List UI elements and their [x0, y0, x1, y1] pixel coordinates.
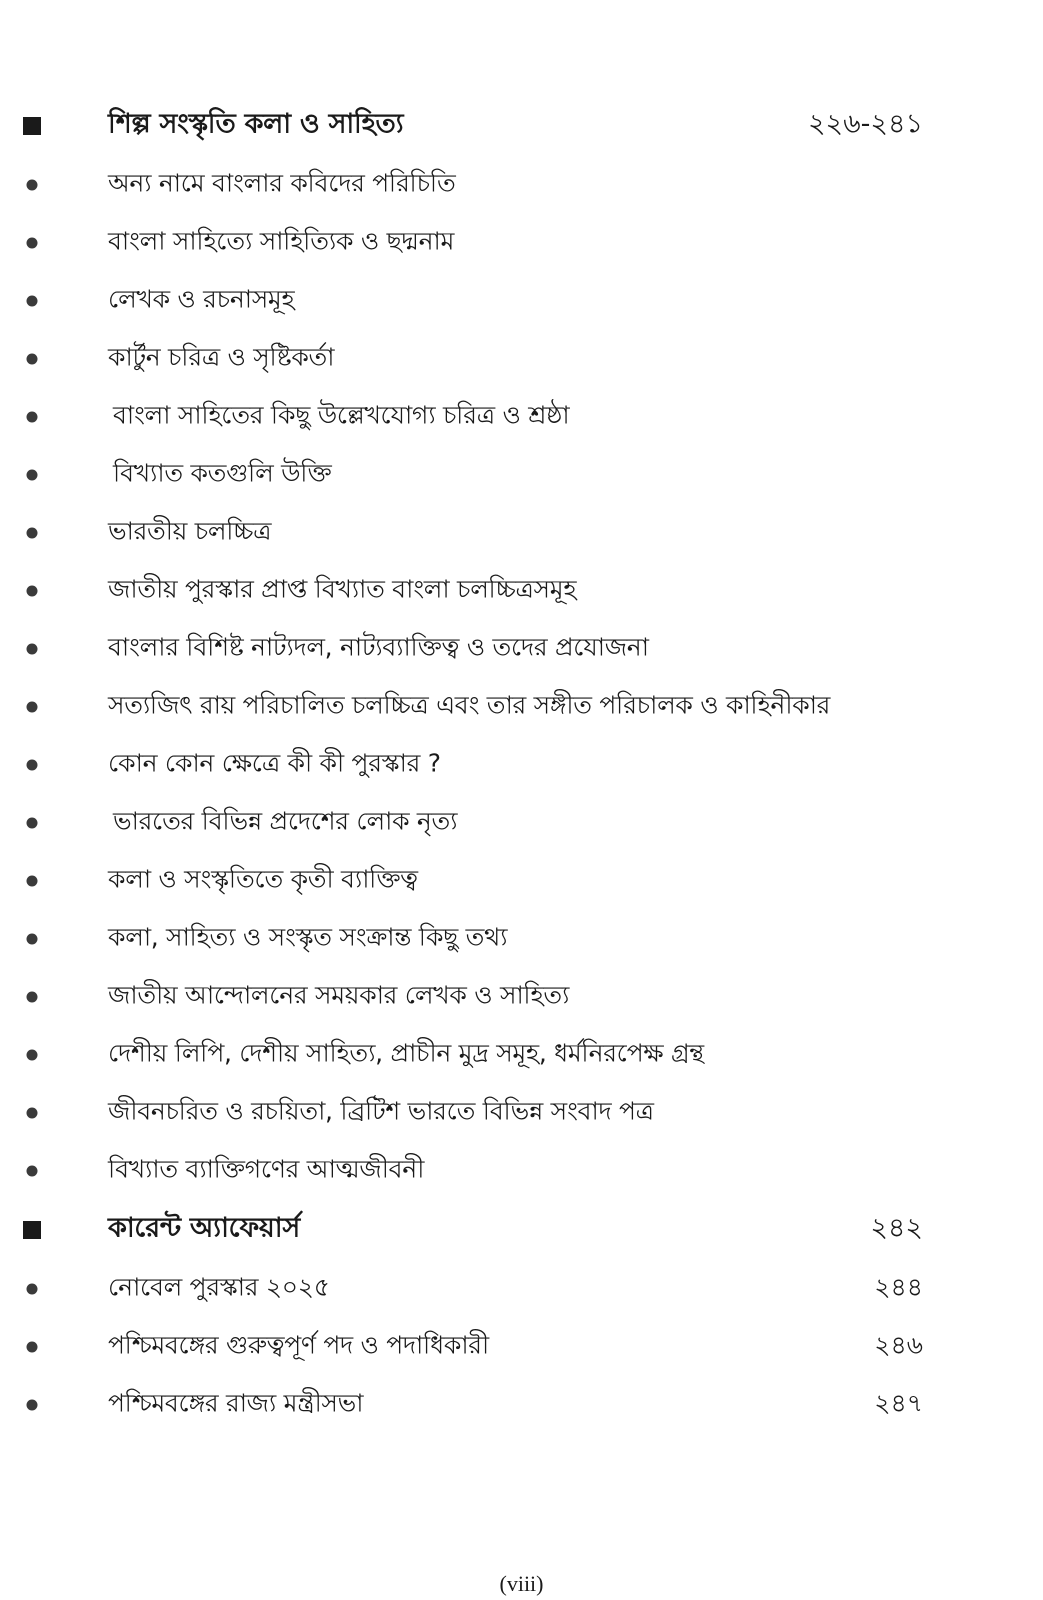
section-title: কারেন্ট অ্যাফেয়ার্স — [108, 1212, 300, 1244]
toc-item-title: বাংলা সাহিত্যে সাহিত্যিক ও ছদ্মনাম — [108, 226, 455, 256]
toc-item — [0, 1260, 1043, 1318]
toc-item-page: ২৪৬ — [874, 1330, 923, 1360]
bullet-icon — [27, 992, 38, 1003]
bullet-icon — [27, 238, 38, 249]
toc-item-title: জাতীয় আন্দোলনের সময়কার লেখক ও সাহিত্য — [108, 980, 570, 1010]
bullet-icon — [27, 1342, 38, 1353]
toc-item-title: বিখ্যাত কতগুলি উক্তি — [113, 458, 332, 488]
toc-item-title: বাংলা সাহিতের কিছু উল্লেখযোগ্য চরিত্র ও শ্রষ্ঠা — [113, 400, 570, 430]
toc-item — [0, 678, 1043, 736]
toc-item — [0, 214, 1043, 272]
toc-item-title: পশ্চিমবঙ্গের গুরুত্বপূর্ণ পদ ও পদাধিকারী — [108, 1330, 489, 1360]
bullet-icon — [27, 1284, 38, 1295]
page-number-footer: (viii) — [499, 1571, 544, 1596]
toc-item-title: পশ্চিমবঙ্গের রাজ্য মন্ত্রীসভা — [108, 1388, 364, 1418]
square-bullet-icon — [23, 1221, 41, 1239]
toc-item-title: নোবেল পুরস্কার ২০২৫ — [108, 1272, 330, 1302]
toc-item-title: কলা ও সংস্কৃতিতে কৃতী ব্যাক্তিত্ব — [108, 864, 418, 894]
bullet-icon — [27, 412, 38, 423]
toc-item — [0, 330, 1043, 388]
toc-item — [0, 504, 1043, 562]
bullet-icon — [27, 702, 38, 713]
square-bullet-icon — [23, 117, 41, 135]
toc-item-title: ভারতের বিভিন্ন প্রদেশের লোক নৃত্য — [113, 806, 458, 836]
bullet-icon — [27, 470, 38, 481]
bullet-icon — [27, 1108, 38, 1119]
bullet-icon — [27, 760, 38, 771]
toc-item-title: জাতীয় পুরস্কার প্রাপ্ত বিখ্যাত বাংলা চলচ্চিত্রসমূহ — [108, 574, 577, 604]
toc-item-title: অন্য নামে বাংলার কবিদের পরিচিতি — [108, 168, 456, 198]
toc-item — [0, 736, 1043, 794]
toc-item-title: বিখ্যাত ব্যাক্তিগণের আত্মজীবনী — [108, 1154, 425, 1184]
section-page-range: ২২৬-২৪১ — [807, 108, 923, 140]
toc-item — [0, 156, 1043, 214]
toc-item — [0, 272, 1043, 330]
bullet-icon — [27, 934, 38, 945]
bullet-icon — [27, 296, 38, 307]
toc-item-title: কার্টুন চরিত্র ও সৃষ্টিকর্তা — [108, 342, 335, 372]
toc-item-title: বাংলার বিশিষ্ট নাট্যদল, নাট্যব্যাক্তিত্ব ও তদের প্রযোজনা — [108, 632, 649, 662]
toc-item — [0, 1142, 1043, 1200]
toc-item-page: ২৪৪ — [874, 1272, 923, 1302]
section-heading — [0, 1200, 1043, 1260]
bullet-icon — [27, 644, 38, 655]
toc-item — [0, 1376, 1043, 1434]
bullet-icon — [27, 180, 38, 191]
toc-item-title: দেশীয় লিপি, দেশীয় সাহিত্য, প্রাচীন মুদ্র সমূহ, ধর্মনিরপেক্ষ গ্রন্থ — [108, 1038, 704, 1068]
section-page-number: ২৪২ — [870, 1212, 923, 1244]
toc-item-title: কলা, সাহিত্য ও সংস্কৃত সংক্রান্ত কিছু তথ্য — [108, 922, 508, 952]
toc-item-title: ভারতীয় চলচ্চিত্র — [108, 516, 272, 546]
toc-item-title: সত্যজিৎ রায় পরিচালিত চলচ্চিত্র এবং তার সঙ্গীত পরিচালক ও কাহিনীকার — [108, 690, 831, 720]
toc-item — [0, 1084, 1043, 1142]
bullet-icon — [27, 1400, 38, 1411]
toc-item — [0, 1318, 1043, 1376]
bullet-icon — [27, 586, 38, 597]
bullet-icon — [27, 354, 38, 365]
toc-item-title: কোন কোন ক্ষেত্রে কী কী পুরস্কার ? — [108, 748, 441, 778]
section-heading — [0, 96, 1043, 156]
toc-item-title: জীবনচরিত ও রচয়িতা, ব্রিটিশ ভারতে বিভিন্ন সংবাদ পত্র — [108, 1096, 654, 1126]
toc-item — [0, 968, 1043, 1026]
toc-item — [0, 446, 1043, 504]
bullet-icon — [27, 1166, 38, 1177]
toc-item — [0, 562, 1043, 620]
toc-item — [0, 388, 1043, 446]
toc-item — [0, 910, 1043, 968]
bullet-icon — [27, 1050, 38, 1061]
table-of-contents — [0, 96, 1043, 1434]
toc-item-title: লেখক ও রচনাসমূহ — [108, 284, 295, 314]
section-title: শিল্প সংস্কৃতি কলা ও সাহিত্য — [108, 108, 404, 140]
bullet-icon — [27, 818, 38, 829]
bullet-icon — [27, 528, 38, 539]
toc-item — [0, 794, 1043, 852]
toc-item — [0, 852, 1043, 910]
bullet-icon — [27, 876, 38, 887]
toc-item — [0, 620, 1043, 678]
toc-item-page: ২৪৭ — [874, 1388, 923, 1418]
toc-item — [0, 1026, 1043, 1084]
